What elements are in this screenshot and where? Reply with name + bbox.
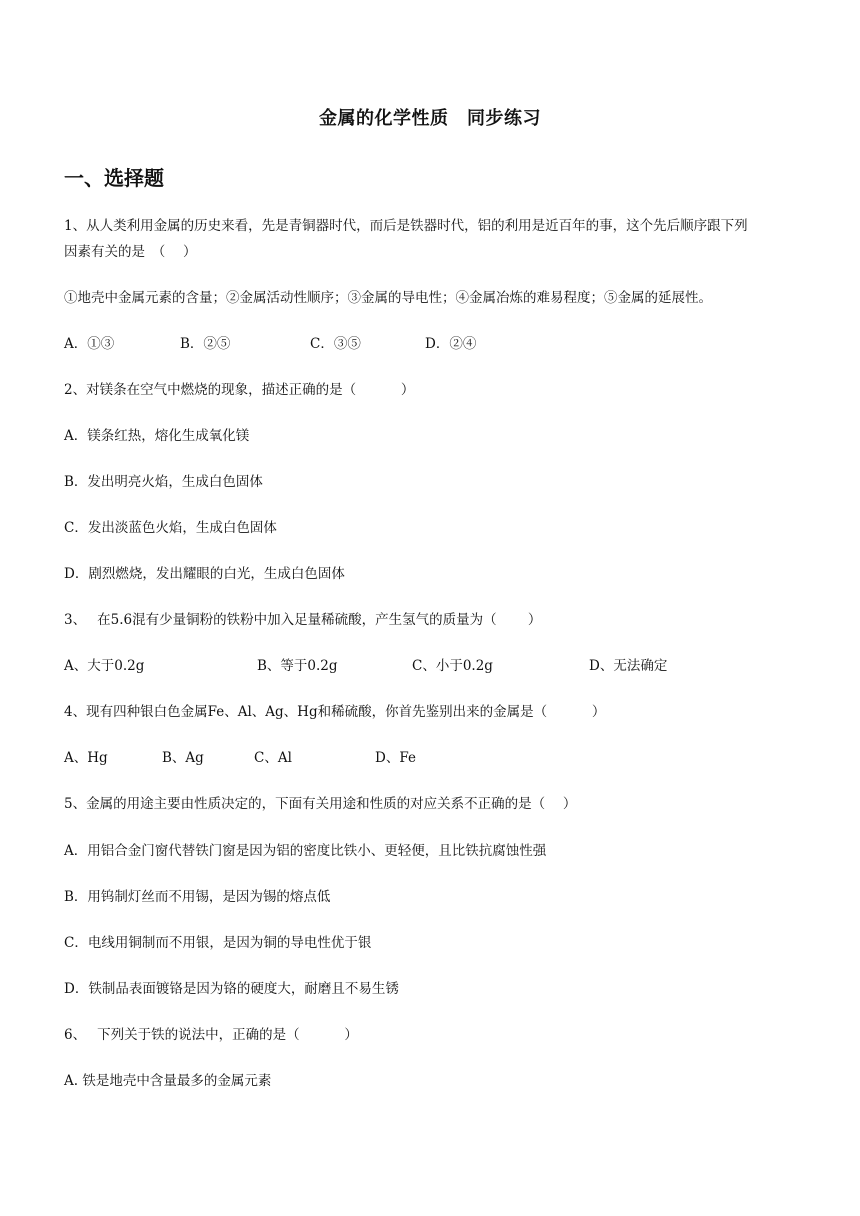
question-3-option-a: A、大于0.2g	[64, 658, 145, 674]
question-5-option-b: B．用钨制灯丝而不用锡，是因为锡的熔点低	[64, 889, 331, 905]
question-1-option-b: B．②⑤	[180, 336, 231, 352]
question-1-option-a: A．①③	[64, 336, 115, 352]
question-2-option-a: A．镁条红热，熔化生成氧化镁	[64, 428, 250, 444]
question-5-option-a: A．用铝合金门窗代替铁门窗是因为铝的密度比铁小、更轻便，且比铁抗腐蚀性强	[64, 843, 547, 859]
question-4-option-c: C、Al	[254, 750, 292, 766]
question-4-stem: 4、现有四种银白色金属Fe、Al、Ag、Hg和稀硫酸，你首先鉴别出来的金属是（ ）	[64, 704, 606, 720]
question-4-option-d: D、Fe	[375, 750, 416, 766]
question-1-option-d: D．②④	[425, 336, 477, 352]
question-2-option-b: B．发出明亮火焰，生成白色固体	[64, 474, 263, 490]
question-2-option-c: C．发出淡蓝色火焰，生成白色固体	[64, 520, 277, 536]
question-4-option-b: B、Ag	[162, 750, 204, 766]
question-6-option-a: A. 铁是地壳中含量最多的金属元素	[64, 1073, 272, 1089]
question-3-option-d: D、无法确定	[589, 658, 668, 674]
question-4-option-a: A、Hg	[64, 750, 108, 766]
question-1-factors: ①地壳中金属元素的含量；②金属活动性顺序；③金属的导电性；④金属冶炼的难易程度；⑤金属的延展性。	[64, 290, 712, 306]
question-1-stem-line-1: 1、从人类利用金属的历史来看，先是青铜器时代，而后是铁器时代，铝的利用是近百年的事，这个先后顺序跟下列	[64, 218, 748, 234]
question-2-stem: 2、对镁条在空气中燃烧的现象，描述正确的是（ ）	[64, 382, 415, 398]
question-3-option-b: B、等于0.2g	[257, 658, 338, 674]
question-1-stem-line-2: 因素有关的是 （ ）	[64, 244, 197, 260]
question-6-stem: 6、 下列关于铁的说法中，正确的是（ ）	[64, 1027, 358, 1043]
question-1-option-c: C．③⑤	[310, 336, 361, 352]
section-heading: 一、选择题	[64, 166, 164, 190]
question-5-stem: 5、金属的用途主要由性质决定的，下面有关用途和性质的对应关系不正确的是（ ）	[64, 796, 577, 812]
question-3-option-c: C、小于0.2g	[412, 658, 493, 674]
question-5-option-c: C．电线用铜制而不用银，是因为铜的导电性优于银	[64, 935, 372, 951]
question-3-stem: 3、 在5.6混有少量铜粉的铁粉中加入足量稀硫酸，产生氢气的质量为（ ）	[64, 612, 542, 628]
question-5-option-d: D．铁制品表面镀铬是因为铬的硬度大，耐磨且不易生锈	[64, 981, 399, 997]
question-2-option-d: D．剧烈燃烧，发出耀眼的白光，生成白色固体	[64, 566, 345, 582]
document-title: 金属的化学性质 同步练习	[319, 108, 541, 129]
